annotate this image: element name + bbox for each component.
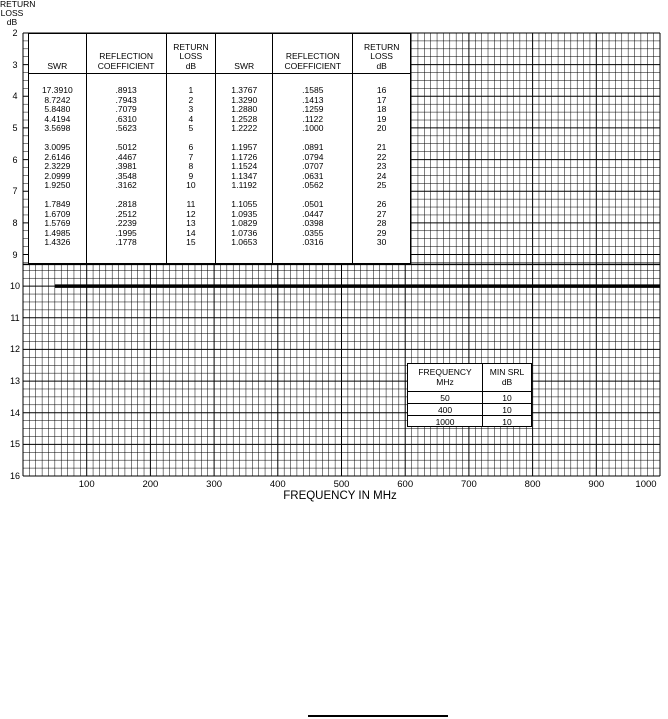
table-cell: .7079 [115,104,137,114]
table-cell: 1.0653 [231,237,258,247]
table-cell: .4467 [115,151,137,162]
table-cell: 1.7849 [44,199,71,209]
table-cell: 1.1524 [231,161,258,171]
table-cell: .5623 [115,123,137,133]
header-text: FREQUENCY [418,367,472,377]
table-cell: 18 [376,104,387,114]
table-cell: 1.3767 [231,85,258,95]
table-cell: 2.3229 [44,161,71,171]
header-text: SWR [234,60,255,71]
table-cell: .1000 [302,123,324,133]
table-cell: 30 [376,237,387,247]
x-tick-label: 900 [588,479,605,490]
table-cell: 28 [376,218,387,228]
table-cell: .2239 [115,218,137,228]
frequency-cell: 400 [408,404,483,416]
table-cell: .1122 [302,113,324,124]
header-text: REFLECTION [285,51,340,61]
table-cell: 3 [188,104,194,114]
y-tick-label: 2 [12,28,18,38]
table-cell: 7 [188,151,194,162]
table-row [408,392,531,404]
table-cell: 1.2528 [231,113,258,124]
y-tick-label: 13 [9,376,20,387]
table-cell: .0794 [302,151,324,162]
header-reflection-coefficient [273,34,353,74]
table-cell: 15 [186,237,196,247]
x-tick-label: 700 [460,479,477,490]
header-text: dB [376,60,387,71]
table-cell: 9 [188,170,194,181]
table-cell: 11 [186,199,196,209]
y-tick-label: 11 [10,312,20,323]
table-cell: 13 [186,218,196,228]
table-cell: 20 [376,123,387,133]
frequency-cell: 1000 [435,416,455,427]
table-cell: 2.6146 [44,151,71,162]
table-cell: 24 [376,170,387,181]
table-cell: 26 [376,199,387,209]
table-cell: 12 [186,208,196,219]
y-tick-label: 5 [12,122,18,133]
x-tick-label: 300 [206,479,223,490]
table-cell: 1 [188,85,194,95]
column-reflection-coefficient-b [273,74,353,264]
table-cell: 8 [188,161,194,171]
x-tick-label: 400 [269,479,286,490]
header-text: COEFFICIENT [284,60,342,71]
min-srl-cell: 10 [483,404,531,416]
table-cell: 1.1055 [231,199,258,209]
header-frequency [408,364,483,392]
table-cell: .1995 [115,227,137,238]
table-cell: 1.1726 [231,151,258,162]
table-cell: 22 [376,151,387,162]
header-text: dB [185,60,197,71]
table-cell: 1.2880 [231,104,258,114]
conversion-table-body [29,74,410,264]
table-cell: 16 [376,85,387,95]
table-cell: 21 [376,142,387,152]
table-cell: 1.4985 [44,227,71,238]
header-text: COEFFICIENT [97,60,155,71]
table-cell: 29 [376,227,387,238]
header-text: MIN SRL [489,367,525,377]
table-cell: 1.0829 [231,218,258,228]
y-tick-label: 15 [9,439,20,450]
table-cell: 23 [376,161,387,171]
min-srl-cell: 10 [483,392,531,404]
header-return-loss [353,34,410,74]
header-text: RETURN [363,41,400,52]
table-cell: .3548 [115,170,137,181]
table-cell: 3.5698 [44,123,71,133]
table-cell: .1585 [302,85,324,95]
table-cell: 1.5769 [44,218,71,228]
y-axis-title-line: RETURN [0,0,36,9]
table-cell: 14 [186,227,196,238]
table-cell: 5.8480 [44,104,71,114]
table-cell: 1.2222 [231,123,258,133]
table-cell: 2.0999 [44,170,71,181]
y-tick-label: 14 [9,407,20,418]
table-cell: .5012 [115,142,137,152]
table-cell: 8.7242 [44,94,71,105]
x-tick-label: 600 [397,479,414,490]
table-cell: 1.0935 [231,208,258,219]
y-tick-label: 3 [12,59,18,70]
page-divider [308,715,448,717]
x-tick-label: 100 [78,479,95,490]
y-tick-label: 7 [12,186,18,197]
y-axis-title-line: dB [6,17,18,27]
x-tick-label: 200 [142,479,159,490]
table-cell: 6 [188,142,194,152]
y-tick-label: 9 [12,249,18,260]
y-tick-label: 8 [12,217,18,228]
header-text: REFLECTION [99,51,154,61]
x-tick-label: 800 [524,479,541,490]
table-cell: .3162 [115,180,137,190]
header-reflection-coefficient [86,34,166,74]
table-cell: 1.0736 [231,227,258,238]
table-cell: .0501 [302,199,324,209]
y-tick-label: 6 [12,154,18,165]
table-cell: 1.3290 [231,94,258,105]
y-tick-label: 12 [9,344,20,355]
table-cell: 4.4194 [44,113,71,124]
x-axis-title: FREQUENCY IN MHz [283,490,397,502]
column-return-loss-a [166,74,216,264]
header-return-loss [166,34,216,74]
table-cell: 1.4326 [44,237,71,247]
table-cell: .0316 [302,237,324,247]
header-text: SWR [47,60,68,71]
table-cell: .0398 [302,218,324,228]
table-cell: 25 [376,180,387,190]
table-cell: 5 [188,123,194,133]
header-text: MHz [436,376,454,387]
table-cell: 2 [188,94,194,105]
table-cell: .1413 [302,94,324,105]
header-text: RETURN [173,41,209,52]
header-swr [29,34,86,74]
min-srl-cell: 10 [483,416,531,428]
table-cell: .3981 [115,161,137,171]
header-swr [216,34,273,74]
column-return-loss-b [353,74,410,264]
table-cell: .2818 [115,199,137,209]
y-tick-label: 16 [9,471,20,481]
min-srl-header [408,364,531,392]
table-cell: 1.9250 [44,180,71,190]
column-reflection-coefficient-a [86,74,166,264]
conversion-table-header [29,34,410,74]
table-cell: 1.1957 [231,142,258,152]
y-tick-label: 10 [9,281,20,292]
min-srl-table [407,363,532,427]
table-cell: .0891 [302,142,324,152]
y-axis-title-line: LOSS [0,8,24,18]
table-row [408,404,531,416]
y-axis-title [0,0,36,27]
x-tick-label: 500 [333,479,350,490]
table-cell: .0447 [302,208,324,219]
table-cell: .2512 [115,208,137,219]
y-tick-label: 4 [12,91,18,102]
table-row [408,416,531,428]
table-cell: 3.0095 [44,142,71,152]
table-cell: .0355 [302,227,324,238]
header-text: LOSS [370,51,393,61]
table-cell: .0562 [302,180,324,190]
table-cell: 19 [376,113,387,124]
table-cell: .1778 [115,237,137,247]
table-cell: .1259 [302,104,324,114]
table-cell: 4 [188,113,194,124]
conversion-table [28,33,411,264]
table-cell: .0631 [302,170,324,181]
table-cell: 17 [376,94,387,105]
header-text: LOSS [179,51,203,61]
table-cell: 27 [376,208,387,219]
column-swr-a [29,74,86,264]
table-cell: .7943 [115,94,137,105]
table-cell: .6310 [115,113,137,124]
table-cell: 1.6709 [44,208,71,219]
header-min-srl [483,364,531,392]
table-cell: 1.1347 [231,170,258,181]
table-cell: 10 [186,180,196,190]
x-tick-label: 1000 [635,479,657,490]
frequency-cell: 50 [408,392,483,404]
table-cell: 17.3910 [41,85,73,95]
table-cell: .8913 [115,85,137,95]
header-text: dB [501,376,513,387]
table-cell: .0707 [302,161,324,171]
column-swr-b [216,74,273,264]
table-cell: 1.1192 [231,180,257,190]
